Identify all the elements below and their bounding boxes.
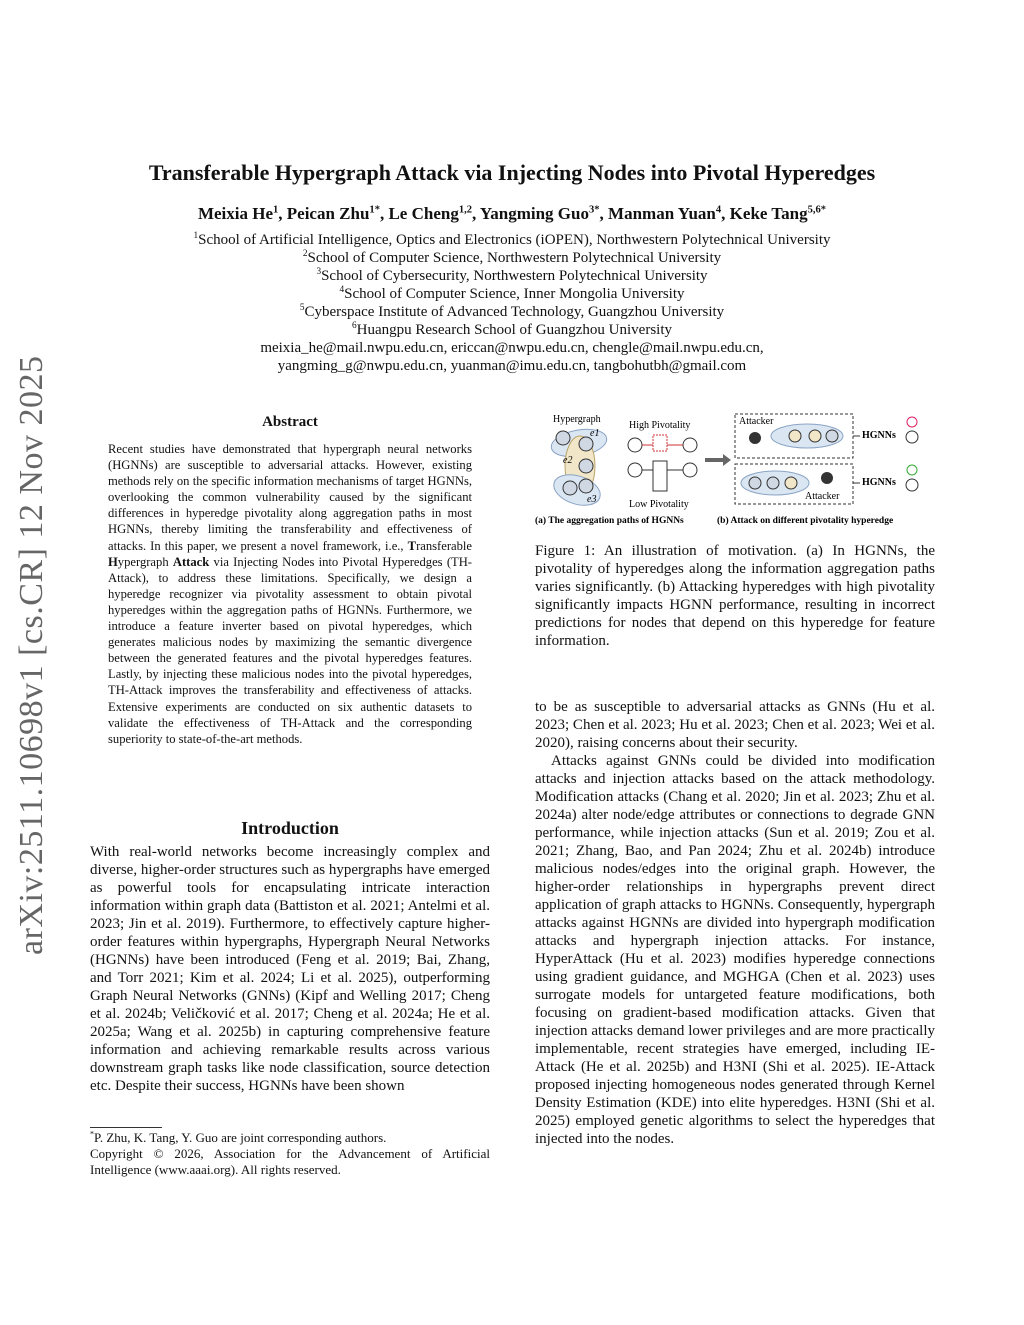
pivotal-hyperedge-box bbox=[653, 435, 667, 451]
author: Meixia He$^1$, bbox=[197, 204, 287, 223]
arxiv-identifier: arXiv:2511.10698v1 [cs.CR] 12 Nov 2025 bbox=[13, 355, 50, 955]
email-line: meixia_he@mail.nwpu.edu.cn, ericcan@nwpu.edu.cn, chengle@mail.nwpu.edu.cn, bbox=[260, 340, 764, 356]
right-column-body bbox=[535, 698, 935, 1148]
affiliation: $^5$Cyberspace Institute of Advanced Technology, Guangzhou University bbox=[299, 303, 725, 320]
author: Peican Zhu$^{1*}$, bbox=[286, 204, 389, 223]
author-list bbox=[0, 204, 1024, 224]
introduction-paragraph: With real-world networks become increasingly complex and diverse, higher-order structures such as hypergraphs have emerged as powerful tools for encapsulating intricate interaction information within graph data (Battiston et al. 2021; Antelmi et al. 2023; Jin et al. 2019). Furthermore, to effectively capture higher-order features within hypergraphs, Hypergraph Neural Networks (HGNNs) have been introduced (Feng et al. 2019; Bai, Zhang, and Torr 2021; Kim et al. 2024; Li et al. 2025), outperforming Graph Neural Networks (GNNs) (Kipf and Welling 2017; Cheng et al. 2024b; Veličković et al. 2017; Cheng et al. 2024a; He et al. 2025a; Wang et al. 2025b) in capturing comprehensive feature information and achieving remarkable results across various downstream graph tasks like node classification, source detection etc. Despite their success, HGNNs have been shown bbox=[90, 844, 490, 1094]
author: Manman Yuan$^4$, bbox=[608, 204, 730, 223]
affiliation: $^4$School of Computer Science, Inner Mongolia University bbox=[339, 285, 685, 302]
attacker-icon bbox=[749, 432, 761, 444]
author: Le Cheng$^{1,2}$, bbox=[388, 204, 480, 223]
author: Yangming Guo$^{3*}$, bbox=[479, 204, 609, 223]
footnote: *P. Zhu, K. Tang, Y. Guo are joint corresponding authors. Copyright © 2026, Association for the Advancement of Artificial Intelligence (www.aaai.org). All rights reserved. bbox=[90, 1129, 490, 1177]
fig-label-attacker: Attacker bbox=[739, 416, 774, 427]
footnote-rule bbox=[90, 1127, 162, 1128]
email-line: yangming_g@nwpu.edu.cn, yuanman@imu.edu.cn, tangbohutbh@gmail.com bbox=[277, 358, 747, 374]
path-node bbox=[683, 438, 697, 452]
fig-label-high-pivotality: High Pivotality bbox=[629, 420, 691, 431]
abstract-text: Recent studies have demonstrated that hypergraph neural networks (HGNNs) are susceptible to adversarial attacks. However, existing methods rely on the specific information mechanisms of target HGNNs, overlooking the common vulnerability caused by the significant differences in hyperedge pivotality along aggregation paths in most HGNNs, thereby limiting the transferability and effectiveness of attacks. In this paper, we present a novel framework, i.e., Transferable Hypergraph Attack via Injecting Nodes into Pivotal Hyperedges (TH-Attack), to address these limitations. Specifically, we design a hyperedge recognizer via pivotality assessment to obtain pivotal hyperedges within the aggregation paths of HGNNs. Furthermore, we introduce a feature inverter based on pivotal hyperedges, which generates malicious nodes by maximizing the semantic divergence between the generated features and the pivotal hyperedges features. Lastly, by injecting these malicious nodes into the pivotal hyperedges, TH-Attack improves the transferability and effectiveness of attacks. Extensive experiments are conducted on six authentic datasets to validate the effectiveness of TH-Attack and the corresponding superiority to state-of-the-art methods. bbox=[108, 442, 472, 746]
malicious-node bbox=[809, 430, 821, 442]
fig-label-attacker: Attacker bbox=[805, 491, 840, 502]
node bbox=[767, 477, 779, 489]
body-paragraph: to be as susceptible to adversarial attacks as GNNs (Hu et al. 2023; Chen et al. 2023; Hu et al. 2023; Chen et al. 2023; Wei et al. 2020), raising concerns about their security. bbox=[535, 699, 935, 751]
fig-label-e2: e2 bbox=[563, 455, 573, 466]
fig-label-hgnns: HGNNs bbox=[862, 430, 896, 441]
affiliation: $^6$Huangpu Research School of Guangzhou University bbox=[351, 321, 672, 338]
subcaption-a: (a) The aggregation paths of HGNNs bbox=[535, 516, 684, 526]
fig-label-low-pivotality: Low Pivotality bbox=[629, 499, 689, 510]
arrow-icon bbox=[705, 454, 731, 466]
node-v5 bbox=[579, 479, 593, 493]
attacker-icon bbox=[821, 472, 833, 484]
node-v3 bbox=[579, 459, 593, 473]
node-v1 bbox=[556, 431, 570, 445]
author: Keke Tang$^{5,6*}$ bbox=[729, 204, 827, 223]
figure-1 bbox=[535, 408, 937, 528]
fig-label-e3: e3 bbox=[587, 494, 597, 505]
introduction-heading: Introduction bbox=[241, 818, 339, 838]
fig-label-hgnns: HGNNs bbox=[862, 477, 896, 488]
correct-prediction-icon bbox=[907, 465, 917, 475]
node bbox=[826, 430, 838, 442]
path-node bbox=[628, 463, 642, 477]
fig-label-e1: e1 bbox=[590, 428, 600, 439]
affiliation: $^2$School of Computer Science, Northwestern Polytechnical University bbox=[302, 249, 722, 266]
node-v4 bbox=[563, 481, 577, 495]
copyright-notice: Copyright © 2026, Association for the Advancement of Artificial Intelligence (www.aaai.org). All rights reserved. bbox=[90, 1146, 490, 1177]
abstract-heading: Abstract bbox=[262, 414, 318, 430]
paper-title: Transferable Hypergraph Attack via Injecting Nodes into Pivotal Hyperedges bbox=[148, 160, 876, 185]
body-paragraph: Attacks against GNNs could be divided into modification attacks and injection attacks based on the attack methodology. Modification attacks (Chang et al. 2020; Jin et al. 2023; Zhu et al. 2024a) alter node/edge attributes or connections to degrade GNN performance, while injection attacks (Sun et al. 2019; Zou et al. 2021; Zhang, Bao, and Pan 2024; Zhu et al. 2024b) introduce malicious nodes/edges into the original graph. However, the higher-order relationships in hypergraphs prevent direct application of graph attacks to HGNNs. Consequently, hypergraph attacks against HGNNs are divided into hypergraph modification attacks and hypergraph injection attacks. For instance, HyperAttack (Hu et al. 2023) modifies hyperedge connections using gradient guidance, and MGHGA (Chen et al. 2023) uses surrogate models for untargeted feature modifications, both focusing on gradient-based modification attacks. Given that injection attacks demand lower privileges and are more practically implementable, recent strategies have emerged, including IE-Attack (He et al. 2025b) and H3NI (Shi et al. 2025). IE-Attack proposed injecting homogeneous nodes generated through Kernel Density Estimation (KDE) into elite hyperedges. H3NI (Shi et al. 2025) employed genetic algorithms to select the hyperedges that injected into the nodes. bbox=[535, 753, 935, 1147]
affiliation: $^3$School of Cybersecurity, Northwestern Polytechnical University bbox=[316, 267, 708, 284]
prediction-node bbox=[906, 479, 918, 491]
affiliations bbox=[0, 231, 1024, 375]
path-node bbox=[683, 463, 697, 477]
hyperedge-box bbox=[653, 461, 667, 491]
fig-label-hypergraph: Hypergraph bbox=[553, 414, 601, 425]
node bbox=[749, 477, 761, 489]
malicious-node bbox=[789, 430, 801, 442]
path-node bbox=[628, 438, 642, 452]
affiliation: $^1$School of Artificial Intelligence, Optics and Electronics (iOPEN), Northwestern Polytechnical University bbox=[193, 231, 831, 248]
node-v2 bbox=[579, 437, 593, 451]
malicious-node bbox=[785, 477, 797, 489]
prediction-node bbox=[906, 431, 918, 443]
wrong-prediction-icon bbox=[907, 417, 917, 427]
figure-caption: Figure 1: An illustration of motivation. (a) In HGNNs, the pivotality of hyperedges along the information aggregation paths varies significantly. (b) Attacking hyperedges with high pivotality significantly impacts HGNN performance, resulting in incorrect predictions for nodes that depend on this hyperedge for feature information. bbox=[535, 543, 935, 649]
subcaption-b: (b) Attack on different pivotality hyperedge bbox=[717, 516, 894, 526]
